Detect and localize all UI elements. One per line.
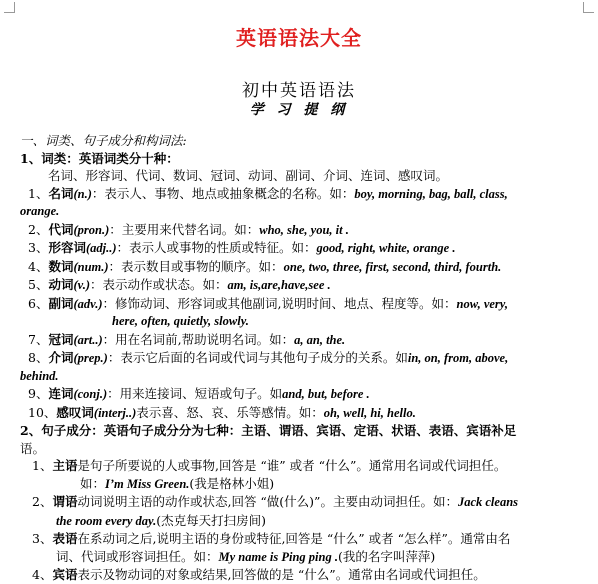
item-desc: ：用来连接词、短语或句子。如 <box>107 386 283 401</box>
item-term: 谓语 <box>52 494 78 509</box>
item-number: 7、 <box>28 331 49 347</box>
item-term: 宾语 <box>52 567 78 582</box>
word-class-list: 名词、形容词、代词、数词、冠词、动词、副词、介词、连词、感叹词。 <box>48 168 449 183</box>
item-example: I’m Miss Green. <box>105 476 190 491</box>
item-number: 2、 <box>32 494 53 509</box>
word-class-item <box>20 404 580 423</box>
component-item <box>20 530 580 548</box>
item-term: 冠词 <box>48 331 74 347</box>
item-number: 8、 <box>28 350 49 365</box>
component-item <box>20 493 580 512</box>
item-term: 连词 <box>48 386 74 401</box>
item-number: 1、 <box>28 185 49 201</box>
item-term: 表语 <box>52 531 78 546</box>
item-desc: ：表示它后面的名词或代词与其他句子成分的关系。如 <box>107 350 408 365</box>
item-number: 10、 <box>28 404 57 420</box>
example-translation: (杰克每天打扫房间) <box>156 512 266 528</box>
item-desc: 在系动词之后,说明主语的身份或特征,回答是 “什么” 或者 “怎么样”。通常由名 <box>77 531 511 546</box>
section-heading: 一、词类、句子成分和构词法: <box>20 133 187 148</box>
item-example: boy, morning, bag, ball, class, <box>354 186 508 201</box>
item-example: oh, well, hi, hello. <box>323 405 416 420</box>
item-abbr: (adj..) <box>85 241 117 255</box>
sentence-components-heading-cont: 语。 <box>20 440 46 456</box>
word-class-item <box>20 185 580 204</box>
item-term: 动词 <box>48 277 74 292</box>
item-desc: ：表示数目或事物的顺序。如： <box>108 258 284 274</box>
item-desc: ：主要用来代替名词。如： <box>109 221 260 237</box>
document-title: 英语语法大全 <box>236 26 362 50</box>
word-class-item <box>20 295 580 314</box>
component-example <box>20 475 580 494</box>
item-abbr: (v.) <box>73 278 91 292</box>
item-term: 主语 <box>52 458 78 473</box>
component-item <box>20 457 580 475</box>
item-number: 1、 <box>32 458 53 473</box>
item-term: 介词 <box>48 350 74 365</box>
item-example: who, she, you, it . <box>259 222 349 237</box>
item-example: a, an, the. <box>294 332 346 347</box>
item-term: 副词 <box>48 295 74 311</box>
item-abbr: (conj.) <box>73 387 108 401</box>
word-class-heading: 1、词类：英语词类分十种： <box>20 150 179 166</box>
item-desc: 动词说明主语的动作或状态,回答 “做(什么)”。主要由动词担任。如： <box>77 494 458 509</box>
page-corner-mark <box>583 2 594 13</box>
item-desc: ：表示人或事物的性质或特征。如： <box>116 240 317 255</box>
item-number: 5、 <box>28 277 49 292</box>
item-continuation: here, often, quietly, slowly. <box>112 314 249 328</box>
item-term: 数词 <box>48 258 74 274</box>
item-abbr: (prep.) <box>73 351 108 365</box>
component-example <box>20 548 580 567</box>
sentence-components-heading: 2、句子成分：英语句子成分分为七种：主语、谓语、宾语、定语、状语、表语、宾语补足 <box>20 423 517 438</box>
item-abbr: (adv.) <box>73 296 103 311</box>
item-continuation: orange. <box>20 204 60 218</box>
item-abbr: (art..) <box>73 332 103 347</box>
component-item <box>20 566 580 584</box>
item-term: 形容词 <box>48 240 86 255</box>
item-example: in, on, from, above, <box>407 351 509 365</box>
word-class-item <box>20 221 580 240</box>
item-number: 3、 <box>32 531 53 546</box>
item-abbr: (interj..) <box>93 405 137 420</box>
item-number: 3、 <box>28 240 49 255</box>
item-example: good, right, white, orange . <box>316 241 456 255</box>
item-number: 4、 <box>28 258 49 274</box>
item-term: 名词 <box>48 185 74 201</box>
document-subtitle-2: 学 习 提 纲 <box>249 102 349 118</box>
example-translation: (我是格林小姐) <box>189 475 275 491</box>
item-number: 4、 <box>32 567 53 582</box>
item-example: am, is,are,have,see . <box>227 278 331 292</box>
item-example: one, two, three, first, second, third, fourth. <box>283 259 502 274</box>
item-example: Jack cleans <box>457 495 519 509</box>
item-number: 6、 <box>28 295 49 311</box>
item-desc: ：表示动作或状态。如： <box>90 277 228 292</box>
item-example: My name is Ping ping . <box>218 549 338 564</box>
word-class-item <box>20 385 580 404</box>
item-number: 9、 <box>28 386 49 401</box>
word-class-item <box>20 349 580 368</box>
item-example: now, very, <box>456 296 508 311</box>
example-translation: (我的名字叫萍萍) <box>337 548 436 564</box>
item-term: 感叹词 <box>56 404 94 420</box>
word-class-item <box>20 239 580 258</box>
item-number: 2、 <box>28 221 49 237</box>
item-example: and, but, before . <box>282 387 370 401</box>
item-continuation: behind. <box>20 368 59 383</box>
item-abbr: (n.) <box>73 186 92 201</box>
page-corner-mark <box>4 2 15 13</box>
document-subtitle: 初中英语语法 <box>242 81 356 101</box>
word-class-item <box>20 258 580 277</box>
item-example: the room every day. <box>56 513 157 528</box>
item-desc-cont: 词、代词或形容词担任。如： <box>56 548 219 564</box>
item-desc: 表示及物动词的对象或结果,回答做的是 “什么”。通常由名词或代词担任。 <box>77 567 486 582</box>
item-abbr: (pron.) <box>73 222 110 237</box>
document-body <box>20 132 580 584</box>
item-desc: 是句子所要说的人或事物,回答是 “谁” 或者 “什么”。通常用名词或代词担任。 <box>77 458 507 473</box>
word-class-item <box>20 331 580 350</box>
item-desc: ：用在名词前,帮助说明名词。如： <box>102 331 295 347</box>
example-label: 如： <box>80 475 106 491</box>
item-desc: 表示喜、怒、哀、乐等感情。如： <box>136 404 324 420</box>
item-desc: ：修饰动词、形容词或其他副词,说明时间、地点、程度等。如： <box>102 295 457 311</box>
item-desc: ：表示人、事物、地点或抽象概念的名称。如： <box>91 185 355 201</box>
component-example <box>20 512 580 531</box>
item-abbr: (num.) <box>73 259 109 274</box>
item-term: 代词 <box>48 221 74 237</box>
word-class-item <box>20 276 580 295</box>
